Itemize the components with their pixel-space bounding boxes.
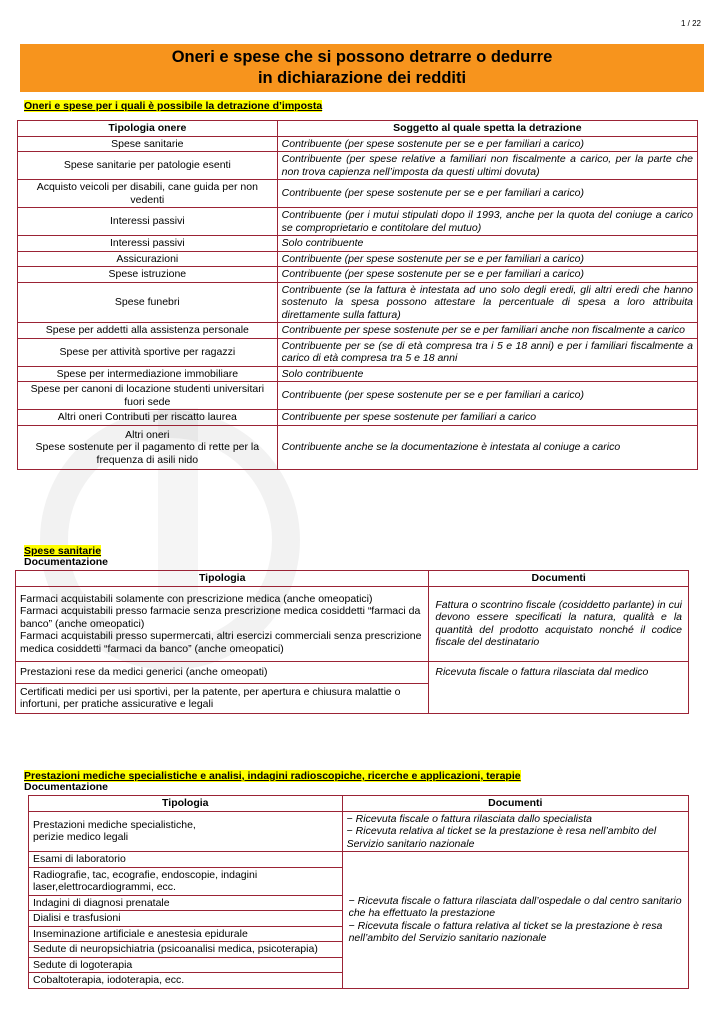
table-row bbox=[16, 586, 689, 662]
list-item: − Ricevuta relativa al ticket se la prestazione è resa nell’ambito del Servizio sanitario nazionale bbox=[347, 825, 684, 850]
group-item: Sedute di neuropsichiatria (psicoanalisi medica, psicoterapia) bbox=[29, 942, 343, 958]
soggetto-cell: Contribuente (per spese sostenute per se e per familiari a carico) bbox=[277, 180, 697, 208]
soggetto-cell: Contribuente (per spese sostenute per se e per familiari a carico) bbox=[277, 136, 697, 152]
title-line-1: Oneri e spese che si possono detrarre o dedurre bbox=[171, 48, 553, 66]
group2-item-1: Prestazioni rese da medici generici (anche omeopati) bbox=[16, 662, 429, 684]
list-item: − Ricevuta fiscale o fattura rilasciata dall’ospedale o dal centro sanitario che ha effettuato la prestazione bbox=[349, 895, 682, 920]
header-tipologia: Tipologia bbox=[16, 571, 429, 587]
table-row bbox=[18, 180, 698, 208]
table-row bbox=[18, 267, 698, 283]
table-row bbox=[18, 382, 698, 410]
tipologia-cell: Spese sanitarie per patologie esenti bbox=[18, 152, 278, 180]
row1-label: Prestazioni mediche specialistiche, perizie medico legali bbox=[29, 811, 343, 852]
header-documenti: Documenti bbox=[342, 796, 688, 812]
tipologia-cell: Spese sanitarie bbox=[18, 136, 278, 152]
soggetto-cell: Contribuente (per i mutui stipulati dopo il 1993, anche per la quota del coniuge a carico se comproprietario e contitolare del mutuo) bbox=[277, 208, 697, 236]
tipologia-cell: Interessi passivi bbox=[18, 236, 278, 252]
section1-heading: Oneri e spese per i quali è possibile la detrazione d’imposta bbox=[24, 100, 323, 112]
section3-doc-label: Documentazione bbox=[24, 781, 109, 793]
group-item: Indagini di diagnosi prenatale bbox=[29, 895, 343, 911]
header-soggetto: Soggetto al quale spetta la detrazione bbox=[277, 121, 697, 137]
table-row bbox=[18, 136, 698, 152]
table-row bbox=[18, 338, 698, 366]
list-item: − Ricevuta fiscale o fattura rilasciata dallo specialista bbox=[347, 813, 684, 826]
table-row bbox=[29, 852, 689, 868]
table-header-row bbox=[16, 571, 689, 587]
table-row bbox=[18, 425, 698, 470]
tipologia-cell: Altri oneri Contributi per riscatto laurea bbox=[18, 410, 278, 426]
soggetto-cell: Solo contribuente bbox=[277, 366, 697, 382]
row1-docs bbox=[342, 811, 688, 852]
page-number: 1 / 22 bbox=[680, 19, 701, 28]
tipologia-cell: Spese per intermediazione immobiliare bbox=[18, 366, 278, 382]
tipologia-cell: Interessi passivi bbox=[18, 208, 278, 236]
deductions-table bbox=[17, 120, 698, 470]
list-item: Farmaci acquistabili solamente con prescrizione medica (anche omeopatici) bbox=[20, 592, 373, 605]
soggetto-cell: Contribuente (per spese sostenute per se e per familiari a carico) bbox=[277, 251, 697, 267]
section2-heading: Spese sanitarie bbox=[24, 545, 102, 557]
tipologia-cell: Spese per attività sportive per ragazzi bbox=[18, 338, 278, 366]
table-row bbox=[18, 152, 698, 180]
tipologia-cell: Spese istruzione bbox=[18, 267, 278, 283]
tipologia-cell: Spese per canoni di locazione studenti universitari fuori sede bbox=[18, 382, 278, 410]
soggetto-cell: Contribuente (per spese sostenute per se e per familiari a carico) bbox=[277, 267, 697, 283]
soggetto-cell: Contribuente (per spese relative a familiari non fiscalmente a carico, per la parte che non trova capienza nell’imposta da questi ultimi dovuta) bbox=[277, 152, 697, 180]
group-item: Dialisi e trasfusioni bbox=[29, 911, 343, 927]
table-row bbox=[18, 282, 698, 323]
table-row bbox=[18, 208, 698, 236]
table-header-row bbox=[18, 121, 698, 137]
table-row bbox=[18, 410, 698, 426]
prestazioni-table bbox=[28, 795, 689, 989]
tipologia-cell: Assicurazioni bbox=[18, 251, 278, 267]
soggetto-cell: Contribuente (per spese sostenute per se e per familiari a carico) bbox=[277, 382, 697, 410]
table-row bbox=[18, 236, 698, 252]
soggetto-cell: Contribuente per spese sostenute per familiari a carico bbox=[277, 410, 697, 426]
group1-doc: Fattura o scontrino fiscale (cosiddetto parlante) in cui devono essere specificati la natura, qualità e la quantità del prodotto acquistato nonché il codice fiscale del destinatario bbox=[429, 586, 689, 662]
list-item: − Ricevuta fiscale o fattura relativa al ticket se la prestazione è resa nell’ambito del Servizio sanitario nazionale bbox=[349, 920, 682, 945]
group-docs bbox=[342, 852, 688, 989]
spese-sanitarie-table bbox=[15, 570, 689, 714]
section3-heading: Prestazioni mediche specialistiche e analisi, indagini radioscopiche, ricerche e applicazioni, terapie bbox=[24, 770, 521, 782]
header-documenti: Documenti bbox=[429, 571, 689, 587]
tipologia-cell: Spese funebri bbox=[18, 282, 278, 323]
page-title bbox=[20, 44, 704, 92]
title-line-2: in dichiarazione dei redditi bbox=[257, 69, 467, 87]
list-item: Farmaci acquistabili presso supermercati, altri esercizi commerciali senza prescrizione medica cosiddetti “farmaci da banco” (anche omeopatici) bbox=[20, 630, 422, 655]
header-tipologia: Tipologia bbox=[29, 796, 343, 812]
table-row bbox=[18, 366, 698, 382]
table-row bbox=[18, 323, 698, 339]
group-item: Radiografie, tac, ecografie, endoscopie, indagini laser,elettrocardiogrammi, ecc. bbox=[29, 867, 343, 895]
tipologia-cell: Acquisto veicoli per disabili, cane guida per non vedenti bbox=[18, 180, 278, 208]
tipologia-cell: Altri oneri Spese sostenute per il pagamento di rette per la frequenza di asili nido bbox=[18, 425, 278, 470]
group-item: Inseminazione artificiale e anestesia epidurale bbox=[29, 926, 343, 942]
group2-item-2: Certificati medici per usi sportivi, per la patente, per apertura e chiusura malattie o infortuni, per pratiche assicurative e legali bbox=[16, 683, 429, 713]
soggetto-cell: Contribuente (se la fattura è intestata ad uno solo degli eredi, gli altri eredi che hanno sostenuto la spesa possono attestare la percentuale di spesa a loro attribuita direttamente sulla fattura) bbox=[277, 282, 697, 323]
group2-doc: Ricevuta fiscale o fattura rilasciata dal medico bbox=[429, 662, 689, 714]
table-row bbox=[29, 811, 689, 852]
group-item: Esami di laboratorio bbox=[29, 852, 343, 868]
group1-items bbox=[16, 586, 429, 662]
table-row bbox=[16, 662, 689, 684]
soggetto-cell: Contribuente anche se la documentazione è intestata al coniuge a carico bbox=[277, 425, 697, 470]
soggetto-cell: Solo contribuente bbox=[277, 236, 697, 252]
soggetto-cell: Contribuente per se (se di età compresa tra i 5 e 18 anni) e per i familiari fiscalmente a carico di età compresa tra 5 e 18 anni bbox=[277, 338, 697, 366]
table-row bbox=[18, 251, 698, 267]
soggetto-cell: Contribuente per spese sostenute per se e per familiari anche non fiscalmente a carico bbox=[277, 323, 697, 339]
group-item: Cobaltoterapia, iodoterapia, ecc. bbox=[29, 973, 343, 989]
tipologia-cell: Spese per addetti alla assistenza personale bbox=[18, 323, 278, 339]
section2-doc-label: Documentazione bbox=[24, 556, 109, 568]
group-item: Sedute di logoterapia bbox=[29, 957, 343, 973]
header-tipologia: Tipologia onere bbox=[18, 121, 278, 137]
table-header-row bbox=[29, 796, 689, 812]
list-item: Farmaci acquistabili presso farmacie senza prescrizione medica cosiddetti “farmaci da banco” (anche omeopatici) bbox=[20, 605, 421, 630]
